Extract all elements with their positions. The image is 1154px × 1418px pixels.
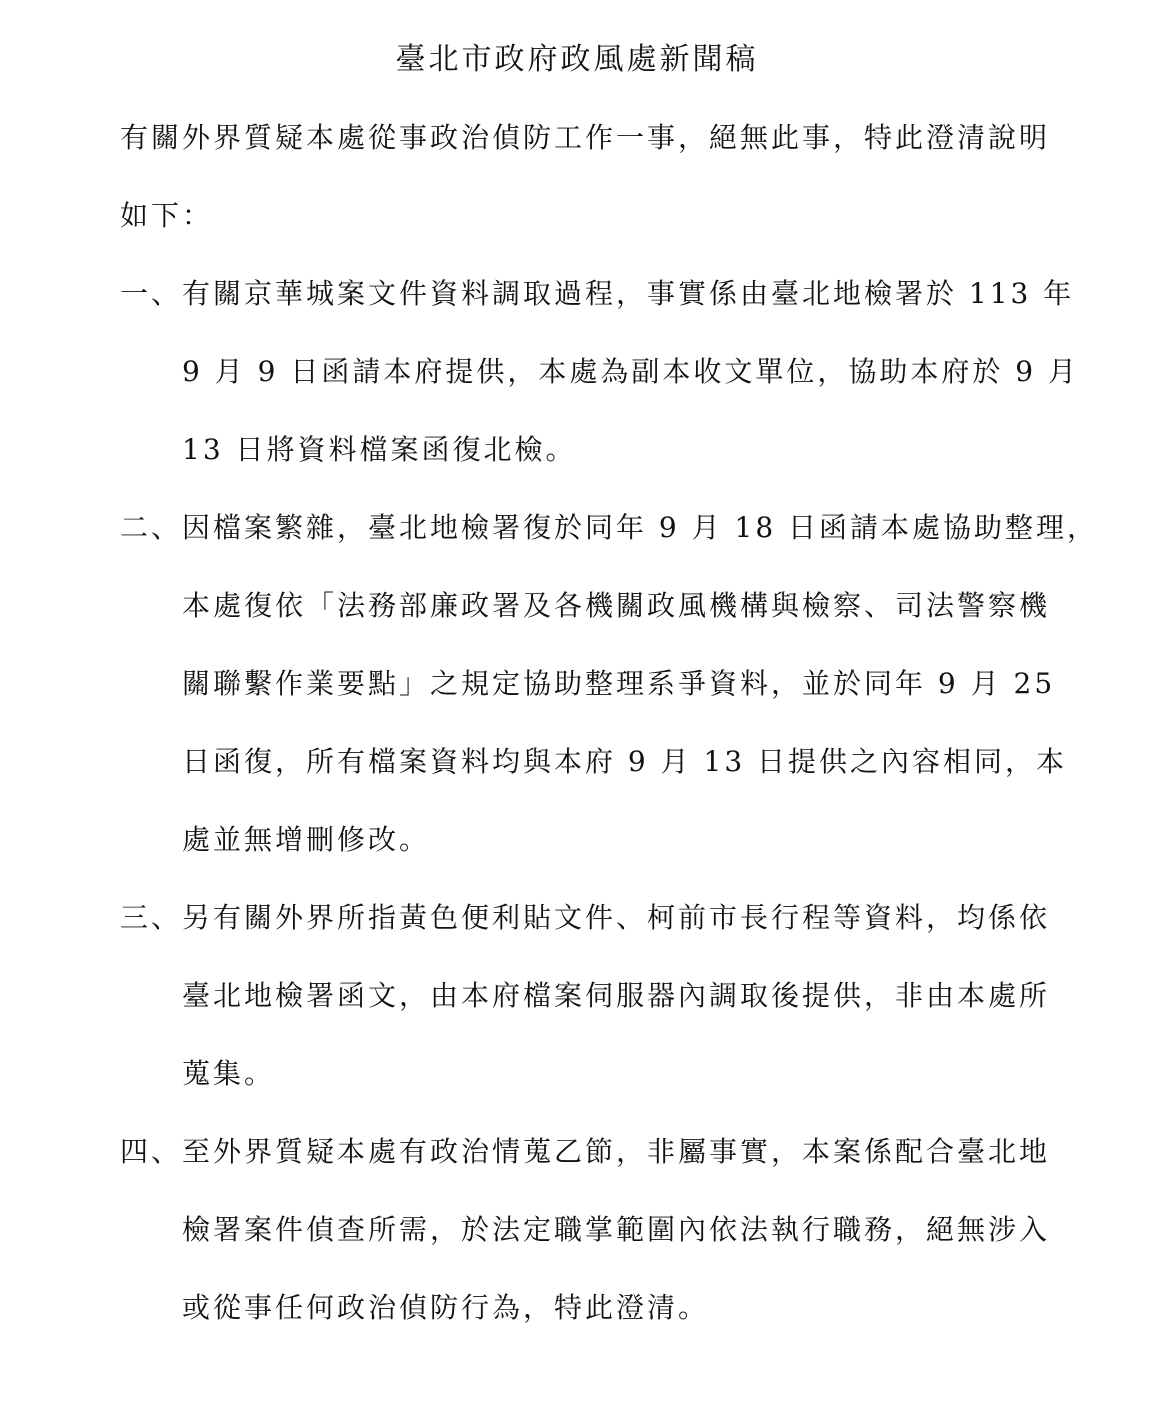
section-2-line-5: 處並無增刪修改。 [182, 823, 431, 856]
section-2-line-1: 二、因檔案繁雜，臺北地檢署復於同年 9 月 18 日函請本處協助整理， [120, 511, 1099, 544]
section-2-line-4: 日函復，所有檔案資料均與本府 9 月 13 日提供之內容相同，本 [182, 745, 1068, 778]
intro-line-1: 有關外界質疑本處從事政治偵防工作一事，絕無此事，特此澄清說明 [120, 121, 1051, 154]
intro-line-2: 如下： [120, 199, 214, 232]
section-2-line-3: 關聯繫作業要點」之規定協助整理系爭資料，並於同年 9 月 25 [182, 667, 1056, 700]
section-1-line-3: 13 日將資料檔案函復北檢。 [182, 433, 577, 466]
section-1-line-2: 9 月 9 日函請本府提供，本處為副本收文單位，協助本府於 9 月 [182, 355, 1079, 388]
section-3-line-2: 臺北地檢署函文，由本府檔案伺服器內調取後提供，非由本處所 [182, 979, 1051, 1012]
section-4-line-1: 四、至外界質疑本處有政治情蒐乙節，非屬事實，本案係配合臺北地 [120, 1135, 1051, 1168]
section-2-line-2: 本處復依「法務部廉政署及各機關政風機構與檢察、司法警察機 [182, 589, 1051, 622]
section-4-line-2: 檢署案件偵查所需，於法定職掌範圍內依法執行職務，絕無涉入 [182, 1213, 1051, 1246]
section-4-line-3: 或從事任何政治偵防行為，特此澄清。 [182, 1291, 710, 1324]
section-3-line-3: 蒐集。 [182, 1057, 276, 1090]
document-title: 臺北市政府政風處新聞稿 [395, 42, 759, 77]
section-1-line-1: 一、有關京華城案文件資料調取過程，事實係由臺北地檢署於 113 年 [120, 277, 1075, 310]
section-3-line-1: 三、另有關外界所指黃色便利貼文件、柯前市長行程等資料，均係依 [120, 901, 1051, 934]
